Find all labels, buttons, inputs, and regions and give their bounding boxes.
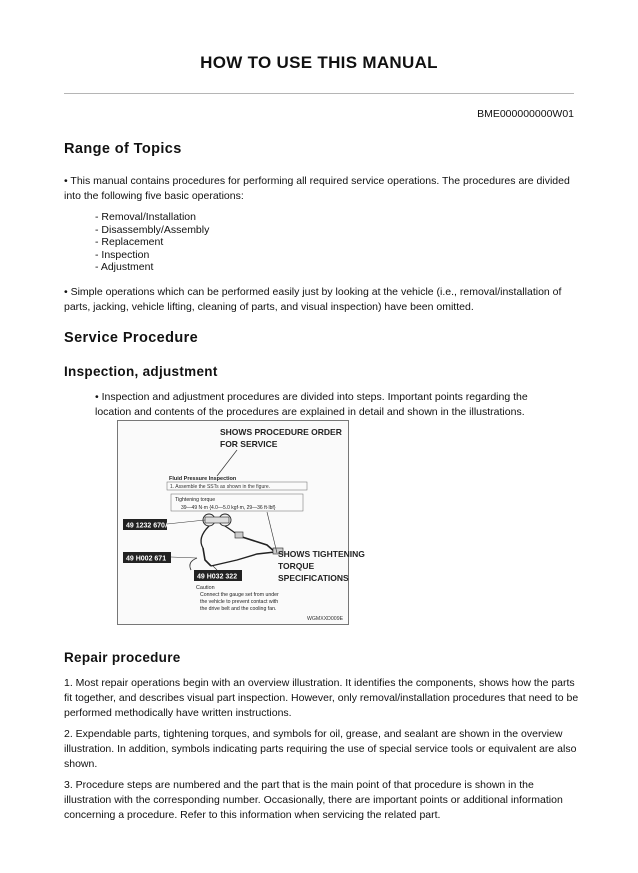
inspection-paragraph: • Inspection and adjustment procedures are divided into steps. Important points regarding the location and contents of the procedures are explained in detail and shown in the illustrations.: [95, 391, 528, 418]
torque-value: 39—49 N·m {4.0—5.0 kgf·m, 29—36 ft·lbf}: [181, 505, 276, 511]
heading-range-of-topics: Range of Topics: [64, 141, 182, 157]
callout-torque-line1: SHOWS TIGHTENING: [278, 549, 365, 559]
callout-torque-line2: TORQUE: [278, 561, 315, 571]
tool-label-3: 49 H032 322: [197, 573, 238, 581]
repair-paragraph-2: 2. Expendable parts, tightening torques, and symbols for oil, grease, and sealant are shown in the overview illustration. In addition, symbols indicating parts requiring the use of special service tools or equivalent are also shown.: [64, 728, 577, 770]
document-id: BME000000000W01: [477, 108, 574, 120]
repair-paragraph-1: 1. Most repair operations begin with an overview illustration. It identifies the components, shows how the parts fit together, and describes visual part inspection. However, only removal/installation procedures that need to be performed methodically have written instructions.: [64, 677, 579, 719]
caution-line2: the vehicle to prevent contact with: [200, 599, 279, 605]
range-intro-paragraph: • This manual contains procedures for performing all required service operations. The procedures are divided into the following five basic operations:: [64, 175, 570, 202]
list-item: - Adjustment: [95, 261, 154, 273]
caution-line1: Connect the gauge set from under: [200, 592, 279, 598]
heading-service-procedure: Service Procedure: [64, 330, 199, 346]
page-title: HOW TO USE THIS MANUAL: [200, 53, 438, 72]
inspection-illustration: [117, 420, 365, 625]
callout-procedure-order-line1: SHOWS PROCEDURE ORDER: [220, 427, 342, 437]
repair-paragraph-3: 3. Procedure steps are numbered and the part that is the main point of that procedure is shown in the illustration with the corresponding number. Occasionally, there are important points or additional information concerning a procedure. Refer to this information when servicing the related part.: [64, 779, 563, 821]
tool-label-1: 49 1232 670A: [126, 522, 170, 530]
omitted-operations-note: • Simple operations which can be performed easily just by looking at the vehicle (i.e., removal/installation of parts, jacking, vehicle lifting, cleaning of parts, and visual inspection) have been omitted.: [64, 286, 562, 313]
heading-inspection-adjustment: Inspection, adjustment: [64, 364, 218, 379]
caution-line3: the drive belt and the cooling fan.: [200, 606, 277, 612]
list-item: - Disassembly/Assembly: [95, 223, 210, 236]
fluid-pressure-title: Fluid Pressure Inspection: [169, 476, 237, 482]
list-item: - Replacement: [95, 236, 164, 248]
operations-list: [95, 211, 209, 274]
torque-title: Tightening torque: [175, 497, 216, 503]
list-item: - Inspection: [95, 248, 150, 261]
title-divider: [64, 93, 574, 94]
figure-code: WGMXXD009E: [307, 616, 344, 622]
callout-procedure-order-line2: FOR SERVICE: [220, 439, 278, 449]
fluid-step-text: 1. Assemble the SSTs as shown in the figure.: [170, 484, 271, 490]
list-item: - Removal/Installation: [95, 211, 196, 223]
heading-repair-procedure: Repair procedure: [64, 650, 181, 665]
callout-torque-line3: SPECIFICATIONS: [278, 573, 349, 583]
caution-title: Caution: [196, 585, 215, 591]
illustration-svg: [117, 420, 365, 625]
tool-label-2: 49 H002 671: [126, 555, 167, 563]
